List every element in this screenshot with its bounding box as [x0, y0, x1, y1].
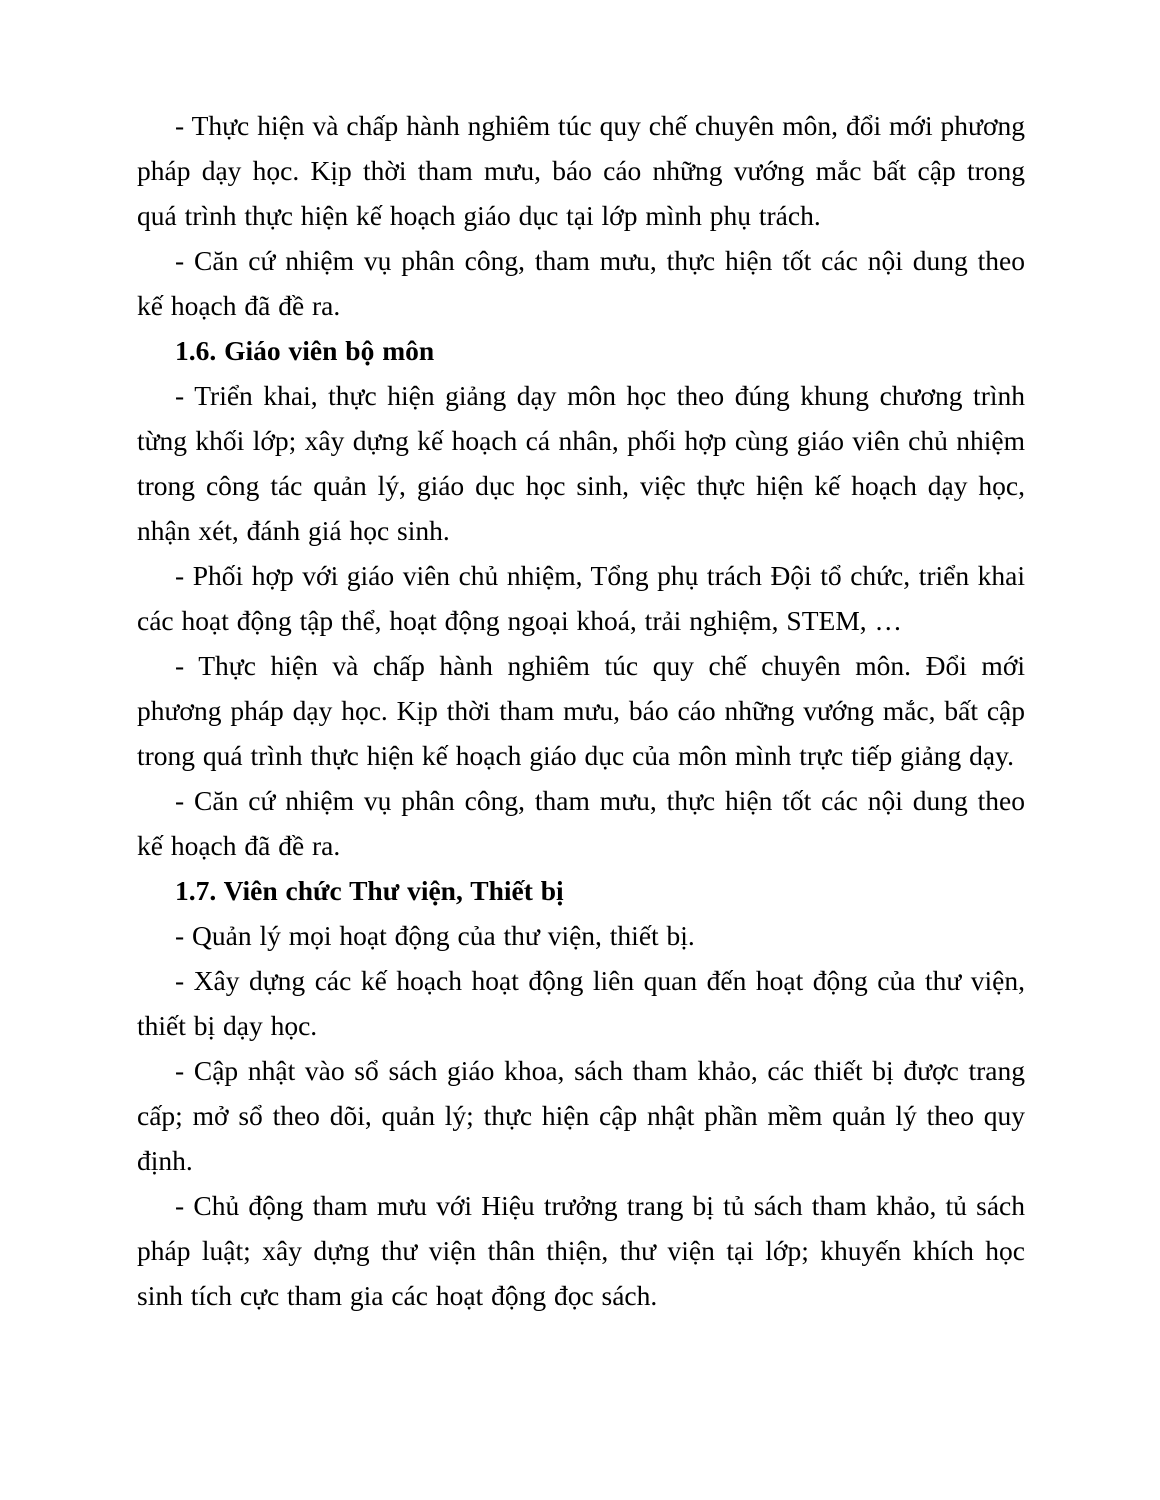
paragraph-assigned-tasks-2: - Căn cứ nhiệm vụ phân công, tham mưu, thực hiện tốt các nội dung theo kế hoạch đã đề ra. [137, 785, 1025, 861]
section-heading-1-7-library-equipment: 1.7. Viên chức Thư viện, Thiết bị [175, 875, 564, 906]
paragraph-book-records: - Cập nhật vào sổ sách giáo khoa, sách tham khảo, các thiết bị được trang cấp; mở sổ theo dõi, quản lý; thực hiện cập nhật phần mềm quản lý theo quy định. [137, 1055, 1025, 1176]
paragraph-library-management: - Quản lý mọi hoạt động của thư viện, thiết bị. [175, 920, 695, 951]
section-heading-1-6-subject-teacher: 1.6. Giáo viên bộ môn [175, 335, 435, 366]
paragraph-coordination-activities: - Phối hợp với giáo viên chủ nhiệm, Tổng phụ trách Đội tổ chức, triển khai các hoạt động tập thể, hoạt động ngoại khoá, trải nghiệm, STEM, … [137, 560, 1025, 636]
paragraph-library-advisory: - Chủ động tham mưu với Hiệu trưởng trang bị tủ sách tham khảo, tủ sách pháp luật; xây dựng thư viện thân thiện, thư viện tại lớp; khuyến khích học sinh tích cực tham gia các hoạt động đọc sách. [137, 1190, 1025, 1311]
paragraph-duty-regulations-subject: - Thực hiện và chấp hành nghiêm túc quy chế chuyên môn. Đổi mới phương pháp dạy học. Kịp thời tham mưu, báo cáo những vướng mắc, bất cập trong quá trình thực hiện kế hoạch giáo dục của môn mình trực tiếp giảng dạy. [137, 650, 1025, 771]
paragraph-library-plans: - Xây dựng các kế hoạch hoạt động liên quan đến hoạt động của thư viện, thiết bị dạy học. [137, 965, 1025, 1041]
paragraph-duty-regulations-homeroom: - Thực hiện và chấp hành nghiêm túc quy chế chuyên môn, đổi mới phương pháp dạy học. Kịp thời tham mưu, báo cáo những vướng mắc bất cập trong quá trình thực hiện kế hoạch giáo dục tại lớp mình phụ trách. [137, 110, 1025, 231]
paragraph-assigned-tasks-1: - Căn cứ nhiệm vụ phân công, tham mưu, thực hiện tốt các nội dung theo kế hoạch đã đề ra. [137, 245, 1025, 321]
paragraph-teaching-curriculum: - Triển khai, thực hiện giảng dạy môn học theo đúng khung chương trình từng khối lớp; xây dựng kế hoạch cá nhân, phối hợp cùng giáo viên chủ nhiệm trong công tác quản lý, giáo dục học sinh, việc thực hiện kế hoạch dạy học, nhận xét, đánh giá học sinh. [137, 380, 1025, 546]
